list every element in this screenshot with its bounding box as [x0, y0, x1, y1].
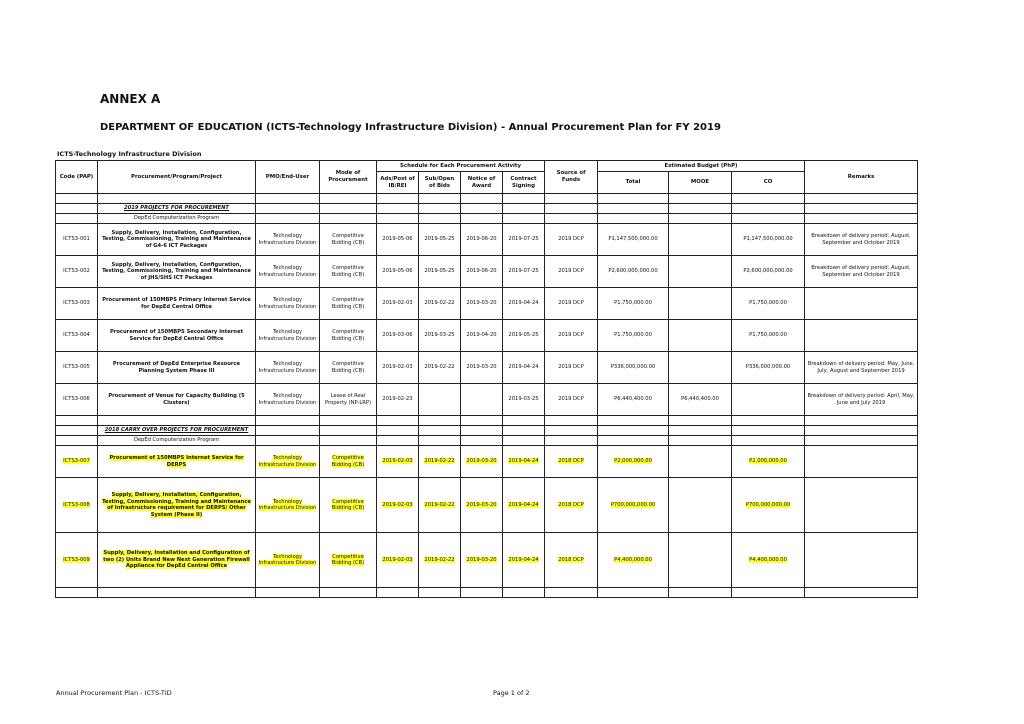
mode-cell-text: Competitive Bidding (CB): [331, 233, 365, 246]
project-cell-text: Procurement of 150MBPS Secondary Internet Service for DepEd Central Office: [109, 329, 243, 342]
contract-date-cell-text: 2019-07-25: [508, 268, 539, 275]
pmo-cell-text: Technology Infrastructure Division: [258, 265, 317, 278]
total-cell: [598, 352, 669, 384]
sub-date-cell: [419, 478, 461, 533]
ads-date-cell-text: 2019-05-06: [382, 236, 413, 243]
co-cell: [732, 288, 805, 320]
mooe-cell: [669, 446, 732, 478]
procurement-plan-table: [55, 160, 918, 598]
contract-date-cell: [503, 352, 545, 384]
pmo-cell: [256, 384, 320, 416]
notice-date-cell-text: 2019-06-20: [466, 236, 497, 243]
contract-date-cell: [503, 478, 545, 533]
remarks-cell: [805, 384, 918, 416]
source-cell: [545, 384, 598, 416]
project-cell: [98, 256, 256, 288]
table-row: [56, 288, 918, 320]
table-row: [56, 478, 918, 533]
source-cell-text: 2018 DCP: [558, 458, 584, 465]
project-cell: [98, 384, 256, 416]
ads-date-cell: [377, 533, 419, 588]
total-cell: [598, 224, 669, 256]
mode-cell: [320, 446, 377, 478]
mode-cell-text: Competitive Bidding (CB): [331, 455, 365, 468]
contract-date-cell-text: 2019-04-24: [508, 300, 539, 307]
header-contract: Contract Signing: [503, 172, 545, 194]
source-cell: [545, 533, 598, 588]
notice-date-cell: [461, 352, 503, 384]
co-cell-text: P4,400,000.00: [749, 556, 787, 563]
source-cell: [545, 224, 598, 256]
spacer-row: [56, 588, 918, 598]
contract-date-cell: [503, 533, 545, 588]
subsection-row: [56, 214, 918, 224]
contract-date-cell-text: 2019-03-25: [508, 396, 539, 403]
ads-date-cell: [377, 320, 419, 352]
contract-date-cell-text: 2019-07-25: [508, 236, 539, 243]
division-label: ICTS-Technology Infrastructure Division: [57, 150, 202, 158]
total-cell-text: P1,750,000.00: [614, 300, 652, 307]
project-cell-text: Supply, Delivery, Installation, Configuration, Testing, Commissioning, Training and Maintenance of JHS/SHS ICT Packages: [102, 261, 251, 281]
notice-date-cell: [461, 446, 503, 478]
total-cell: [598, 533, 669, 588]
co-cell-text: P336,000,000.00: [745, 364, 791, 371]
co-cell-text: P700,000,000.00: [745, 501, 791, 508]
code-cell: [56, 224, 98, 256]
contract-date-cell: [503, 256, 545, 288]
co-cell: [732, 256, 805, 288]
source-cell-text: 2019 DCP: [558, 364, 584, 371]
pmo-cell: [256, 288, 320, 320]
co-cell-text: P2,000,000.00: [749, 458, 787, 465]
code-cell-text: ICTS3-006: [63, 396, 90, 403]
ads-date-cell-text: 2019-02-23: [382, 396, 413, 403]
ads-date-cell: [377, 256, 419, 288]
spacer-row: [56, 416, 918, 426]
co-cell: [732, 533, 805, 588]
mode-cell: [320, 320, 377, 352]
pmo-cell: [256, 256, 320, 288]
co-cell-text: P1,750,000.00: [749, 332, 787, 339]
code-cell: [56, 256, 98, 288]
project-cell: [98, 288, 256, 320]
remarks-cell: [805, 224, 918, 256]
mode-cell-text: Competitive Bidding (CB): [331, 265, 365, 278]
ads-date-cell-text: 2019-05-06: [382, 268, 413, 275]
mode-cell-text: Competitive Bidding (CB): [331, 498, 365, 511]
mooe-cell: [669, 384, 732, 416]
table-row: [56, 533, 918, 588]
notice-date-cell: [461, 533, 503, 588]
ads-date-cell: [377, 352, 419, 384]
ads-date-cell-text: 2019-03-06: [382, 332, 413, 339]
notice-date-cell-text: 2019-04-20: [466, 332, 497, 339]
footer-page-number: Page 1 of 2: [493, 689, 530, 697]
mode-cell-text: Lease of Real Property (NP-LRP): [324, 393, 372, 406]
pmo-cell: [256, 352, 320, 384]
ads-date-cell-text: 2019-02-03: [382, 364, 413, 371]
sub-date-cell-text: 2019-02-22: [424, 458, 455, 465]
pmo-cell: [256, 533, 320, 588]
code-cell-text: ICTS3-003: [63, 300, 90, 307]
total-cell-text: P6,440,400.00: [614, 396, 652, 403]
code-cell-text: ICTS3-007: [63, 458, 90, 465]
source-cell: [545, 256, 598, 288]
sub-date-cell: [419, 224, 461, 256]
header-project: Procurement/Program/Project: [98, 161, 256, 194]
mooe-cell: [669, 320, 732, 352]
total-cell-text: P336,000,000.00: [610, 364, 656, 371]
mode-cell: [320, 352, 377, 384]
source-cell: [545, 288, 598, 320]
header-co: CO: [732, 172, 805, 194]
total-cell-text: P1,147,500,000.00: [608, 236, 658, 243]
sub-date-cell-text: 2019-05-25: [424, 236, 455, 243]
pmo-cell: [256, 320, 320, 352]
remarks-cell: [805, 288, 918, 320]
subsection-title-2018: DepEd Computerization Program: [98, 436, 256, 446]
code-cell: [56, 446, 98, 478]
mode-cell: [320, 533, 377, 588]
header-mooe: MOOE: [669, 172, 732, 194]
co-cell: [732, 352, 805, 384]
co-cell-text: P1,147,500,000.00: [743, 236, 793, 243]
project-cell-text: Procurement of 150MBPS Primary Internet Service for DepEd Central Office: [102, 297, 251, 310]
header-mode: Mode of Procurement: [320, 161, 377, 194]
sub-date-cell-text: 2019-02-22: [424, 501, 455, 508]
source-cell: [545, 446, 598, 478]
project-cell-text: Procurement of Venue for Capacity Building (5 Clusters): [108, 393, 245, 406]
code-cell-text: ICTS3-004: [63, 332, 90, 339]
remarks-cell-text: Breakdown of delivery period: August, September and October 2019: [811, 233, 911, 246]
sub-date-cell-text: 2019-03-25: [424, 332, 455, 339]
remarks-cell: [805, 320, 918, 352]
mooe-cell: [669, 533, 732, 588]
ads-date-cell: [377, 224, 419, 256]
pmo-cell-text: Technology Infrastructure Division: [258, 361, 317, 374]
total-cell: [598, 446, 669, 478]
mooe-cell: [669, 352, 732, 384]
notice-date-cell: [461, 288, 503, 320]
project-cell-text: Supply, Delivery, Installation, Configuration, Testing, Commissioning, Training and Maintenance of G4-6 ICT Packages: [102, 229, 251, 249]
total-cell: [598, 478, 669, 533]
remarks-cell: [805, 352, 918, 384]
sub-date-cell: [419, 288, 461, 320]
pmo-cell-text: Technology Infrastructure Division: [258, 455, 317, 468]
total-cell: [598, 256, 669, 288]
contract-date-cell-text: 2019-04-24: [508, 556, 539, 563]
code-cell-text: ICTS3-002: [63, 268, 90, 275]
notice-date-cell-text: 2019-03-20: [466, 458, 497, 465]
sub-date-cell: [419, 384, 461, 416]
mooe-cell: [669, 224, 732, 256]
notice-date-cell-text: 2019-03-20: [466, 364, 497, 371]
pmo-cell: [256, 224, 320, 256]
mode-cell: [320, 288, 377, 320]
contract-date-cell-text: 2019-04-24: [508, 501, 539, 508]
pmo-cell-text: Technology Infrastructure Division: [258, 498, 317, 511]
total-cell-text: P700,000,000.00: [610, 501, 656, 508]
header-schedule: Schedule for Each Procurement Activity: [377, 161, 545, 172]
remarks-cell-text: Breakdown of delivery period: August, September and October 2019: [811, 265, 911, 278]
remarks-cell-text: Breakdown of delivery period: May, June, July, August and September 2019: [807, 361, 915, 374]
source-cell-text: 2019 DCP: [558, 268, 584, 275]
source-cell: [545, 352, 598, 384]
ads-date-cell: [377, 384, 419, 416]
source-cell-text: 2018 DCP: [558, 556, 584, 563]
mooe-cell-text: P6,440,400.00: [681, 396, 719, 403]
pmo-cell-text: Technology Infrastructure Division: [258, 233, 317, 246]
remarks-cell: [805, 533, 918, 588]
project-cell-text: Supply, Delivery, Installation and Configuration of two (2) Units Brand New Next Generation Firewall Appliance for DepEd Central Office: [103, 550, 250, 570]
section-title-2018: 2018 CARRY OVER PROJECTS FOR PROCUREMENT: [104, 427, 249, 434]
pmo-cell-text: Technology Infrastructure Division: [258, 553, 317, 566]
contract-date-cell: [503, 224, 545, 256]
source-cell-text: 2019 DCP: [558, 300, 584, 307]
header-total: Total: [598, 172, 669, 194]
co-cell: [732, 320, 805, 352]
co-cell-text: P1,750,000.00: [749, 300, 787, 307]
contract-date-cell: [503, 320, 545, 352]
header-source: Source of Funds: [545, 161, 598, 194]
document-title: DEPARTMENT OF EDUCATION (ICTS-Technology Infrastructure Division) - Annual Procurement Plan for FY 2019: [100, 122, 721, 133]
subsection-title-2019: DepEd Computerization Program: [98, 214, 256, 224]
mode-cell-text: Competitive Bidding (CB): [331, 553, 365, 566]
code-cell: [56, 533, 98, 588]
notice-date-cell: [461, 478, 503, 533]
contract-date-cell: [503, 288, 545, 320]
total-cell-text: P1,750,000.00: [614, 332, 652, 339]
header-pmo: PMO/End-User: [256, 161, 320, 194]
header-notice: Notice of Award: [461, 172, 503, 194]
project-cell-text: Supply, Delivery, Installation, Configuration, Testing, Commissioning, Training and Maintenance of Infrastructure requirement for DERPS/ Other System (Phase II): [102, 492, 251, 518]
co-cell: [732, 446, 805, 478]
notice-date-cell: [461, 256, 503, 288]
header-remarks: Remarks: [805, 161, 918, 194]
co-cell: [732, 384, 805, 416]
mooe-cell: [669, 256, 732, 288]
mode-cell: [320, 224, 377, 256]
header-code: Code (PAP): [56, 161, 98, 194]
total-cell-text: P2,600,000,000.00: [608, 268, 658, 275]
notice-date-cell: [461, 384, 503, 416]
notice-date-cell: [461, 224, 503, 256]
source-cell: [545, 320, 598, 352]
mode-cell: [320, 256, 377, 288]
mode-cell: [320, 384, 377, 416]
sub-date-cell-text: 2019-02-22: [424, 364, 455, 371]
project-cell-text: Procurement of DepEd Enterprise Resource Planning System Phase III: [112, 361, 241, 374]
code-cell-text: ICTS3-009: [63, 556, 90, 563]
table-row: [56, 352, 918, 384]
header-budget: Estimated Budget (PhP): [598, 161, 805, 172]
code-cell: [56, 384, 98, 416]
table-row: [56, 224, 918, 256]
mode-cell-text: Competitive Bidding (CB): [331, 329, 365, 342]
header-ads: Ads/Post of IB/REI: [377, 172, 419, 194]
code-cell: [56, 320, 98, 352]
spacer-row: [56, 194, 918, 204]
source-cell-text: 2019 DCP: [558, 396, 584, 403]
source-cell-text: 2019 DCP: [558, 332, 584, 339]
project-cell: [98, 352, 256, 384]
ads-date-cell-text: 2019-02-03: [382, 300, 413, 307]
sub-date-cell-text: 2019-02-22: [424, 556, 455, 563]
sub-date-cell-text: 2019-05-25: [424, 268, 455, 275]
pmo-cell-text: Technology Infrastructure Division: [258, 297, 317, 310]
total-cell-text: P4,400,000.00: [614, 556, 652, 563]
project-cell: [98, 533, 256, 588]
code-cell: [56, 352, 98, 384]
project-cell: [98, 478, 256, 533]
remarks-cell: [805, 446, 918, 478]
notice-date-cell-text: 2019-03-20: [466, 300, 497, 307]
ads-date-cell-text: 2019-02-03: [382, 501, 413, 508]
pmo-cell-text: Technology Infrastructure Division: [258, 329, 317, 342]
total-cell: [598, 320, 669, 352]
code-cell-text: ICTS3-008: [63, 501, 90, 508]
code-cell-text: ICTS3-005: [63, 364, 90, 371]
mode-cell-text: Competitive Bidding (CB): [331, 297, 365, 310]
project-cell: [98, 320, 256, 352]
sub-date-cell: [419, 256, 461, 288]
contract-date-cell: [503, 384, 545, 416]
sub-date-cell: [419, 533, 461, 588]
total-cell-text: P2,000,000.00: [614, 458, 652, 465]
mode-cell-text: Competitive Bidding (CB): [331, 361, 365, 374]
mooe-cell: [669, 478, 732, 533]
annex-heading: ANNEX A: [100, 92, 161, 106]
section-row: [56, 204, 918, 214]
sub-date-cell: [419, 320, 461, 352]
source-cell-text: 2018 DCP: [558, 501, 584, 508]
ads-date-cell-text: 2019-02-03: [382, 556, 413, 563]
mode-cell: [320, 478, 377, 533]
section-row: [56, 426, 918, 436]
co-cell: [732, 224, 805, 256]
subsection-row: [56, 436, 918, 446]
contract-date-cell-text: 2019-04-24: [508, 364, 539, 371]
contract-date-cell: [503, 446, 545, 478]
code-cell-text: ICTS3-001: [63, 236, 90, 243]
footer-doc-name: Annual Procurement Plan - ICTS-TID: [56, 689, 172, 697]
mooe-cell: [669, 288, 732, 320]
sub-date-cell: [419, 352, 461, 384]
sub-date-cell-text: 2019-02-22: [424, 300, 455, 307]
pmo-cell: [256, 446, 320, 478]
notice-date-cell: [461, 320, 503, 352]
pmo-cell-text: Technology Infrastructure Division: [258, 393, 317, 406]
table-row: [56, 446, 918, 478]
remarks-cell-text: Breakdown of delivery period: April, May, June and July 2019: [807, 393, 915, 406]
remarks-cell: [805, 256, 918, 288]
total-cell: [598, 384, 669, 416]
section-title-2019: 2019 PROJECTS FOR PROCUREMENT: [124, 205, 229, 212]
table-row: [56, 384, 918, 416]
header-sub: Sub/Open of Bids: [419, 172, 461, 194]
code-cell: [56, 478, 98, 533]
pmo-cell: [256, 478, 320, 533]
remarks-cell: [805, 478, 918, 533]
contract-date-cell-text: 2019-04-24: [508, 458, 539, 465]
co-cell: [732, 478, 805, 533]
project-cell: [98, 224, 256, 256]
contract-date-cell-text: 2019-05-25: [508, 332, 539, 339]
ads-date-cell: [377, 446, 419, 478]
project-cell: [98, 446, 256, 478]
co-cell-text: P2,600,000,000.00: [743, 268, 793, 275]
source-cell: [545, 478, 598, 533]
ads-date-cell: [377, 478, 419, 533]
notice-date-cell-text: 2019-03-20: [466, 556, 497, 563]
ads-date-cell: [377, 288, 419, 320]
notice-date-cell-text: 2019-06-20: [466, 268, 497, 275]
sub-date-cell: [419, 446, 461, 478]
table-row: [56, 256, 918, 288]
notice-date-cell-text: 2019-03-20: [466, 501, 497, 508]
source-cell-text: 2019 DCP: [558, 236, 584, 243]
table-row: [56, 320, 918, 352]
project-cell-text: Procurement of 150MBPS Internet Service for DERPS: [109, 455, 244, 468]
ads-date-cell-text: 2019-02-03: [382, 458, 413, 465]
total-cell: [598, 288, 669, 320]
code-cell: [56, 288, 98, 320]
